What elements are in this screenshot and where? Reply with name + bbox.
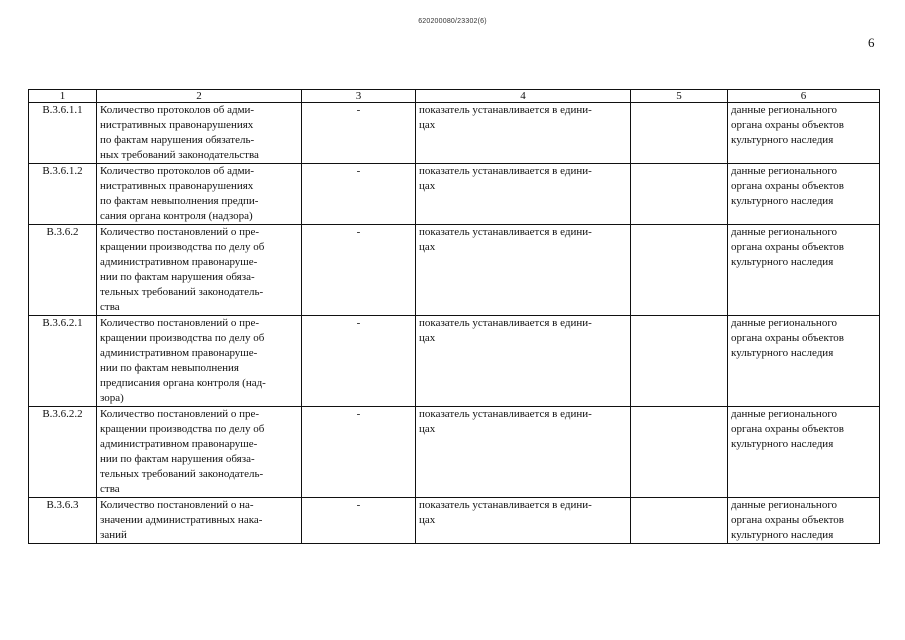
row-data-source: данные регионального органа охраны объектов культурного наследия [728, 498, 880, 544]
row-col5-value [631, 498, 728, 544]
column-header-3: 3 [302, 90, 416, 103]
column-header-1: 1 [29, 90, 97, 103]
page-number: 6 [868, 35, 875, 50]
table-row [29, 164, 880, 225]
row-col3-value: - [302, 316, 416, 407]
table-row [29, 103, 880, 164]
column-header-5: 5 [631, 90, 728, 103]
row-data-source: данные регионального органа охраны объектов культурного наследия [728, 103, 880, 164]
row-col4-value: показатель устанавливается в едини- цах [416, 498, 631, 544]
row-col5-value [631, 164, 728, 225]
row-data-source: данные регионального органа охраны объектов культурного наследия [728, 407, 880, 498]
row-indicator-name: Количество протоколов об адми- нистративных правонарушениях по фактам невыполнения предпи- сания органа контроля (надзора) [97, 164, 302, 225]
row-indicator-name: Количество постановлений о пре- кращении производства по делу об административном правонаруше- нии по фактам невыполнения предписания органа контроля (над- зора) [97, 316, 302, 407]
row-col5-value [631, 316, 728, 407]
row-col4-value: показатель устанавливается в едини- цах [416, 407, 631, 498]
row-data-source: данные регионального органа охраны объектов культурного наследия [728, 225, 880, 316]
table-header-row [29, 90, 880, 103]
column-header-6: 6 [728, 90, 880, 103]
row-col4-value: показатель устанавливается в едини- цах [416, 103, 631, 164]
row-col3-value: - [302, 225, 416, 316]
document-id: 620200080/23302(6) [418, 18, 487, 25]
row-indicator-name: Количество постановлений о пре- кращении производства по делу об административном правонаруше- нии по фактам нарушения обяза- тельных требований законодатель- ства [97, 225, 302, 316]
row-indicator-name: Количество протоколов об адми- нистративных правонарушениях по фактам нарушения обязатель- ных требований законодательства [97, 103, 302, 164]
row-data-source: данные регионального органа охраны объектов культурного наследия [728, 164, 880, 225]
row-data-source: данные регионального органа охраны объектов культурного наследия [728, 316, 880, 407]
row-col5-value [631, 225, 728, 316]
table-row [29, 498, 880, 544]
row-indicator-name: Количество постановлений о пре- кращении производства по делу об административном правонаруше- нии по фактам нарушения обяза- тельных требований законодатель- ства [97, 407, 302, 498]
row-code: В.3.6.1.2 [29, 164, 97, 225]
row-indicator-name: Количество постановлений о на- значении административных нака- заний [97, 498, 302, 544]
row-code: В.3.6.2.2 [29, 407, 97, 498]
row-code: В.3.6.2 [29, 225, 97, 316]
column-header-4: 4 [416, 90, 631, 103]
row-code: В.3.6.3 [29, 498, 97, 544]
row-col4-value: показатель устанавливается в едини- цах [416, 225, 631, 316]
indicator-table [28, 89, 880, 544]
row-col4-value: показатель устанавливается в едини- цах [416, 316, 631, 407]
row-col3-value: - [302, 103, 416, 164]
row-col3-value: - [302, 407, 416, 498]
row-code: В.3.6.2.1 [29, 316, 97, 407]
row-col3-value: - [302, 498, 416, 544]
table-row [29, 316, 880, 407]
row-col3-value: - [302, 164, 416, 225]
row-col5-value [631, 103, 728, 164]
column-header-2: 2 [97, 90, 302, 103]
table-row [29, 225, 880, 316]
row-code: В.3.6.1.1 [29, 103, 97, 164]
row-col4-value: показатель устанавливается в едини- цах [416, 164, 631, 225]
table-row [29, 407, 880, 498]
row-col5-value [631, 407, 728, 498]
